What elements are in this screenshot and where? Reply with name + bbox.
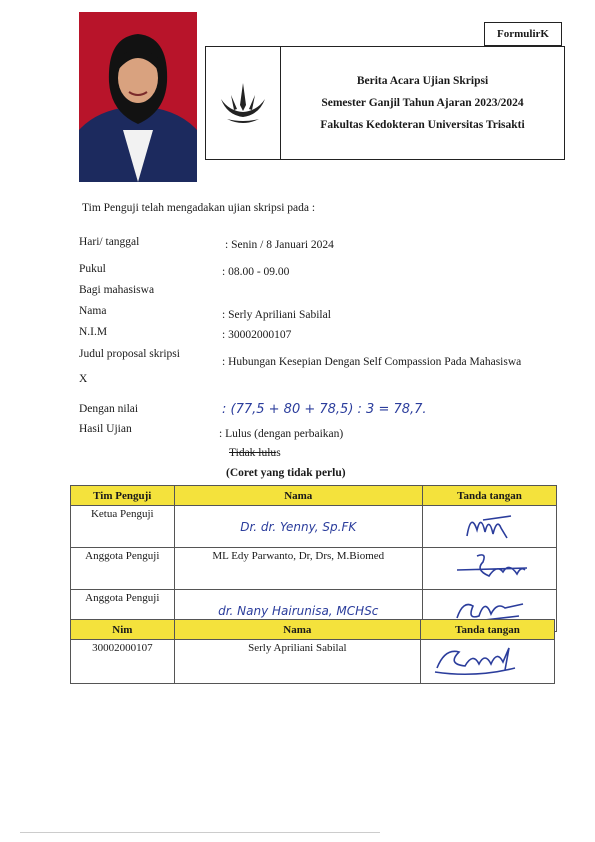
form-code: FormulirK: [497, 28, 549, 40]
col-header-tim: Tim Penguji: [71, 486, 175, 506]
struck-tail: s: [276, 447, 281, 459]
struck-text: Tidak lulu: [229, 447, 277, 459]
table-row: [71, 506, 557, 548]
examiner-table-header: [71, 486, 557, 506]
examiner-name: ML Edy Parwanto, Dr, Drs, M.Biomed: [212, 550, 385, 562]
col-header-nim: Nim: [71, 620, 175, 640]
form-code-box: [484, 22, 562, 46]
name-cell: [174, 506, 422, 548]
role-cell: Anggota Penguji: [71, 548, 175, 590]
hari-label: Hari/ tanggal: [79, 236, 140, 248]
col-header-nama: Nama: [174, 620, 420, 640]
signature-icon: [425, 642, 550, 678]
role-cell: Ketua Penguji: [71, 506, 175, 548]
nilai-label: Dengan nilai: [79, 403, 139, 415]
header-faculty: Fakultas Kedokteran Universitas Trisakti: [320, 119, 525, 131]
nim-value: : 30002000107: [222, 329, 292, 341]
pukul-value: : 08.00 - 09.00: [222, 266, 290, 278]
hari-value: : Senin / 8 Januari 2024: [225, 239, 334, 251]
signature-cell: [422, 548, 556, 590]
signature-cell: [422, 506, 556, 548]
judul-label: Judul proposal skripsi: [79, 348, 180, 360]
name-cell: [174, 548, 422, 590]
bagi-label: Bagi mahasiswa: [79, 284, 155, 296]
portrait-image: [79, 12, 197, 182]
nim-cell: 30002000107: [71, 640, 175, 684]
nama-value: : Serly Apriliani Sabilal: [222, 309, 331, 321]
pukul-label: Pukul: [79, 263, 106, 275]
logo-cell: [206, 47, 281, 159]
table-row: [71, 548, 557, 590]
nim-label: N.I.M: [79, 326, 108, 338]
student-photo: [79, 12, 197, 182]
signature-icon: [427, 508, 552, 542]
intro-text: Tim Penguji telah mengadakan ujian skripsi pada :: [82, 202, 316, 214]
table-row: [71, 640, 555, 684]
student-table: [70, 619, 555, 684]
examiner-name: Dr. dr. Yenny, Sp.FK: [240, 519, 357, 534]
role-cell: Anggota Penguji: [71, 590, 175, 632]
coret-note: (Coret yang tidak perlu): [226, 467, 346, 479]
hasil-label: Hasil Ujian: [79, 423, 132, 435]
header-text: [281, 47, 564, 159]
judul-value: : Hubungan Kesepian Dengan Self Compassion Pada Mahasiswa: [222, 356, 522, 368]
examiner-name: dr. Nany Hairunisa, MCHSc: [218, 603, 379, 618]
header-title: Berita Acara Ujian Skripsi: [356, 75, 489, 87]
header-semester: Semester Ganjil Tahun Ajaran 2023/2024: [321, 97, 524, 109]
university-logo-icon: [217, 81, 269, 125]
signature-icon: [427, 550, 552, 584]
student-table-header: [71, 620, 555, 640]
footer-divider: [20, 832, 380, 833]
col-header-nama: Nama: [174, 486, 422, 506]
x-label: X: [79, 373, 88, 385]
hasil-value: : Lulus (dengan perbaikan): [219, 428, 344, 440]
signature-cell: [420, 640, 554, 684]
hasil-struck-option: [229, 447, 281, 459]
document-header: [205, 46, 565, 160]
col-header-ttd: Tanda tangan: [420, 620, 554, 640]
name-cell: Serly Apriliani Sabilal: [174, 640, 420, 684]
examiner-table: [70, 485, 557, 632]
nama-label: Nama: [79, 305, 107, 317]
col-header-ttd: Tanda tangan: [422, 486, 556, 506]
nilai-value: : (77,5 + 80 + 78,5) : 3 = 78,7.: [222, 402, 427, 417]
